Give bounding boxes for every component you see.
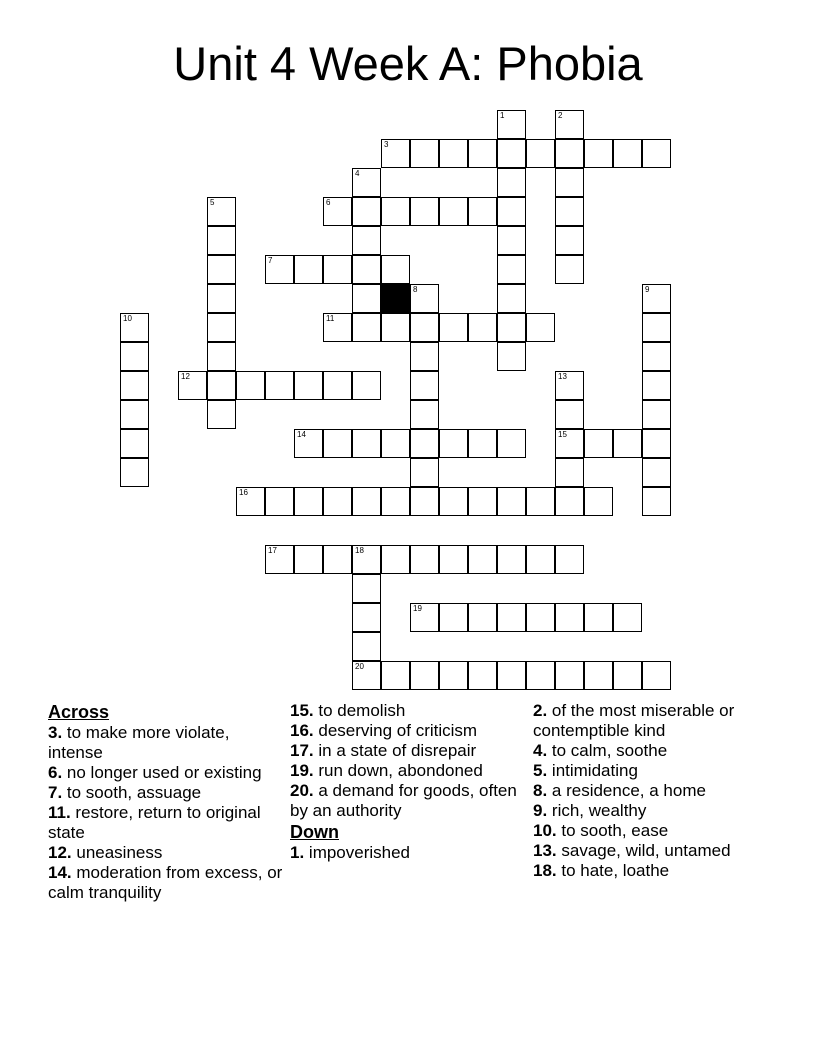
clue-item [48,763,284,783]
clue-item [290,761,526,781]
grid-cell-14[interactable] [294,429,323,458]
grid-cell[interactable] [584,661,613,690]
clue-column-middle [290,701,526,863]
clue-item-number: 2. [533,701,548,720]
grid-cell[interactable] [497,603,526,632]
grid-cell[interactable] [497,139,526,168]
clue-item [533,821,773,841]
clue-item-number: 18. [533,861,557,880]
clue-item-text: to hate, loathe [556,861,670,880]
grid-cell[interactable] [468,661,497,690]
grid-cell[interactable] [497,545,526,574]
grid-cell[interactable] [352,313,381,342]
grid-cell[interactable] [613,429,642,458]
grid-cell-8[interactable] [410,284,439,313]
grid-cell[interactable] [236,371,265,400]
clue-number: 9 [645,285,650,294]
clue-item [48,723,284,763]
clue-item-number: 12. [48,843,72,862]
grid-cell[interactable] [352,284,381,313]
grid-cell[interactable] [584,429,613,458]
clue-column-left [48,701,284,903]
clue-number: 6 [326,198,331,207]
clue-item-text: intimidating [547,761,638,780]
grid-cell[interactable] [381,661,410,690]
clue-item [290,741,526,761]
clue-number: 11 [326,314,335,323]
clue-heading-down: Down [290,822,339,842]
clue-item [533,741,773,761]
grid-cell[interactable] [497,255,526,284]
grid-cell[interactable] [381,313,410,342]
grid-cell[interactable] [352,574,381,603]
clue-item [290,721,526,741]
clue-item-number: 8. [533,781,548,800]
grid-cell[interactable] [468,603,497,632]
grid-cell[interactable] [381,487,410,516]
grid-cell[interactable] [410,342,439,371]
grid-cell[interactable] [439,313,468,342]
clue-heading-across: Across [48,702,110,722]
grid-cell[interactable] [555,487,584,516]
clue-item-number: 15. [290,701,314,720]
grid-cell[interactable] [207,226,236,255]
grid-cell[interactable] [381,545,410,574]
grid-cell[interactable] [555,661,584,690]
grid-cell[interactable] [207,284,236,313]
grid-cell[interactable] [642,371,671,400]
grid-cell[interactable] [294,371,323,400]
grid-cell-13[interactable] [555,371,584,400]
grid-cell[interactable] [381,255,410,284]
grid-cell-4[interactable] [352,168,381,197]
clue-number: 12 [181,372,190,381]
grid-cell[interactable] [584,487,613,516]
grid-cell-6[interactable] [323,197,352,226]
grid-cell[interactable] [584,139,613,168]
grid-cell[interactable] [207,255,236,284]
grid-cell[interactable] [642,313,671,342]
grid-cell[interactable] [642,661,671,690]
clue-item-text: to calm, soothe [547,741,668,760]
clue-number: 13 [558,372,567,381]
grid-cell[interactable] [207,400,236,429]
grid-cell[interactable] [555,458,584,487]
grid-cell[interactable] [207,342,236,371]
grid-cell[interactable] [497,487,526,516]
grid-cell[interactable] [642,458,671,487]
grid-cell[interactable] [439,197,468,226]
grid-cell-20[interactable] [352,661,381,690]
clue-item [48,863,284,903]
grid-cell[interactable] [410,197,439,226]
clue-item-number: 14. [48,863,72,882]
clue-item-text: run down, abondoned [313,761,483,780]
clue-item-number: 6. [48,763,63,782]
grid-cell-19[interactable] [410,603,439,632]
clue-number: 5 [210,198,215,207]
grid-cell[interactable] [439,139,468,168]
grid-cell[interactable] [555,400,584,429]
grid-cell[interactable] [410,400,439,429]
clue-item-number: 1. [290,843,305,862]
grid-cell[interactable] [381,429,410,458]
clue-item-number: 5. [533,761,548,780]
clue-item-number: 17. [290,741,314,760]
clue-item [533,861,773,881]
clue-item [533,781,773,801]
grid-cell-11[interactable] [323,313,352,342]
clue-item-number: 16. [290,721,314,740]
grid-cell[interactable] [613,139,642,168]
grid-cell[interactable] [207,313,236,342]
grid-cell[interactable] [468,139,497,168]
clue-item-text: impoverished [304,843,411,862]
grid-cell[interactable] [120,371,149,400]
grid-cell[interactable] [468,197,497,226]
grid-cell[interactable] [526,603,555,632]
grid-cell[interactable] [555,545,584,574]
clue-item [533,761,773,781]
grid-cell[interactable] [642,342,671,371]
grid-cell[interactable] [497,429,526,458]
grid-cell-2[interactable] [555,110,584,139]
grid-cell[interactable] [439,603,468,632]
grid-cell[interactable] [642,429,671,458]
grid-cell[interactable] [120,342,149,371]
clue-item-text: to sooth, ease [556,821,669,840]
grid-cell[interactable] [497,313,526,342]
clue-item [48,803,284,843]
grid-cell[interactable] [468,545,497,574]
grid-cell[interactable] [497,342,526,371]
grid-cell[interactable] [439,429,468,458]
clue-item-text: a residence, a home [547,781,706,800]
clue-number: 17 [268,546,277,555]
clue-item [290,701,526,721]
grid-cell[interactable] [323,371,352,400]
grid-cell[interactable] [468,487,497,516]
clue-item-number: 20. [290,781,314,800]
clue-item-text: uneasiness [71,843,163,862]
clue-number: 1 [500,111,505,120]
grid-cell[interactable] [410,458,439,487]
grid-cell[interactable] [410,429,439,458]
clue-item [290,781,526,821]
clue-item-text: in a state of disrepair [313,741,477,760]
puzzle-title: Unit 4 Week A: Phobia [173,37,643,90]
clue-item-number: 19. [290,761,314,780]
grid-cell[interactable] [410,661,439,690]
grid-cell[interactable] [323,429,352,458]
grid-cell-15[interactable] [555,429,584,458]
clue-item-text: rich, wealthy [547,801,647,820]
grid-cell[interactable] [642,400,671,429]
grid-cell[interactable] [410,139,439,168]
grid-cell[interactable] [555,255,584,284]
grid-cell[interactable] [526,313,555,342]
grid-cell-17[interactable] [265,545,294,574]
grid-cell-1[interactable] [497,110,526,139]
grid-cell[interactable] [497,197,526,226]
grid-cell[interactable] [352,197,381,226]
grid-cell-5[interactable] [207,197,236,226]
grid-cell[interactable] [352,603,381,632]
clue-item-text: no longer used or existing [62,763,262,782]
grid-cell[interactable] [526,139,555,168]
grid-cell[interactable] [120,429,149,458]
grid-cell[interactable] [497,661,526,690]
grid-cell[interactable] [526,545,555,574]
clue-number: 20 [355,662,364,671]
clue-item [290,843,526,863]
grid-cell-18[interactable] [352,545,381,574]
grid-cell[interactable] [497,168,526,197]
clue-number: 4 [355,169,360,178]
grid-cell[interactable] [468,429,497,458]
grid-cell[interactable] [526,487,555,516]
clue-number: 2 [558,111,563,120]
grid-cell[interactable] [555,226,584,255]
grid-cell-3[interactable] [381,139,410,168]
grid-cell[interactable] [352,226,381,255]
clue-item [533,801,773,821]
grid-cell-9[interactable] [642,284,671,313]
clue-item-number: 3. [48,723,63,742]
grid-cell[interactable] [642,139,671,168]
clue-item-text: savage, wild, untamed [556,841,731,860]
clue-item-number: 11. [48,803,71,822]
clue-number: 19 [413,604,422,613]
grid-cell[interactable] [410,371,439,400]
grid-cell-12[interactable] [178,371,207,400]
clue-item [533,701,773,741]
grid-cell[interactable] [294,545,323,574]
grid-cell-7[interactable] [265,255,294,284]
clue-item-text: to make more violate, intense [48,723,230,762]
grid-cell[interactable] [555,197,584,226]
clue-number: 3 [384,140,389,149]
grid-cell[interactable] [584,603,613,632]
grid-cell[interactable] [381,197,410,226]
grid-cell[interactable] [294,255,323,284]
grid-cell-16[interactable] [236,487,265,516]
grid-cell[interactable] [613,661,642,690]
clue-item-text: restore, return to original state [48,803,261,842]
grid-cell-10[interactable] [120,313,149,342]
grid-cell[interactable] [265,371,294,400]
clue-item-number: 13. [533,841,557,860]
grid-cell[interactable] [555,139,584,168]
clue-item-number: 4. [533,741,548,760]
clue-number: 16 [239,488,248,497]
clue-item-number: 9. [533,801,548,820]
clue-item [48,783,284,803]
clue-item [48,843,284,863]
grid-cell[interactable] [555,603,584,632]
grid-cell[interactable] [555,168,584,197]
grid-cell[interactable] [613,603,642,632]
clue-column-right [533,701,773,881]
grid-cell[interactable] [497,226,526,255]
clue-item-text: to demolish [313,701,406,720]
grid-cell[interactable] [352,487,381,516]
grid-cell[interactable] [323,255,352,284]
grid-cell[interactable] [323,487,352,516]
grid-cell[interactable] [526,661,555,690]
clue-number: 18 [355,546,364,555]
grid-cell[interactable] [352,255,381,284]
clue-item-number: 10. [533,821,557,840]
grid-cell[interactable] [497,284,526,313]
grid-cell[interactable] [410,487,439,516]
grid-cell[interactable] [323,545,352,574]
grid-cell[interactable] [207,371,236,400]
grid-cell[interactable] [265,487,294,516]
clue-item-text: deserving of criticism [313,721,478,740]
grid-cell[interactable] [439,487,468,516]
grid-cell[interactable] [468,313,497,342]
grid-cell[interactable] [352,632,381,661]
clue-number: 8 [413,285,418,294]
grid-cell[interactable] [352,371,381,400]
grid-cell[interactable] [439,545,468,574]
grid-cell[interactable] [352,429,381,458]
grid-cell[interactable] [642,487,671,516]
clue-item-text: moderation from excess, or calm tranquility [48,863,283,902]
clue-number: 7 [268,256,273,265]
grid-cell[interactable] [410,545,439,574]
grid-cell[interactable] [294,487,323,516]
grid-cell[interactable] [439,661,468,690]
black-cell [381,284,410,313]
clue-number: 15 [558,430,567,439]
grid-cell[interactable] [120,458,149,487]
clue-number: 14 [297,430,306,439]
clue-number: 10 [123,314,132,323]
grid-cell[interactable] [120,400,149,429]
clue-item-text: to sooth, assuage [62,783,202,802]
grid-cell[interactable] [410,313,439,342]
clue-item-text: of the most miserable or contemptible kind [533,701,735,740]
clue-item [533,841,773,861]
clue-item-text: a demand for goods, often by an authority [290,781,517,820]
clue-item-number: 7. [48,783,63,802]
